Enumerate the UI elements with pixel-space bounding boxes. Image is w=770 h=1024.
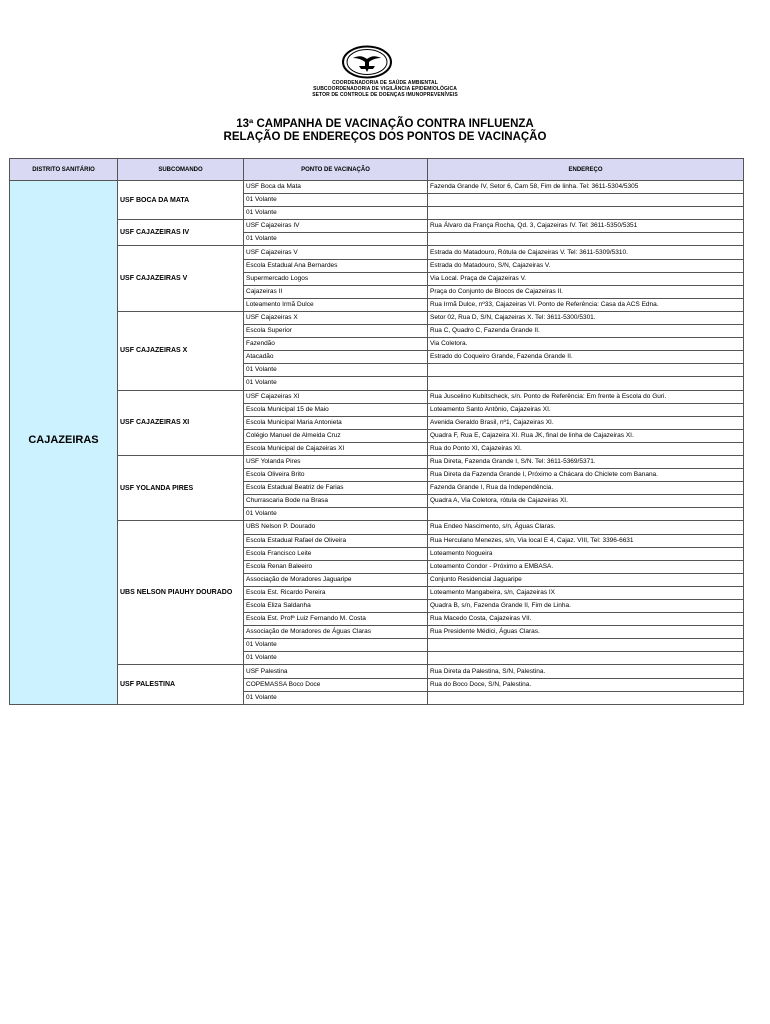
ponto-cell: 01 Volante xyxy=(244,508,428,521)
endereco-cell: Rua Juscelino Kubitscheck, s/n. Ponto de Referência: Em frente à Escola do Guri. xyxy=(428,390,744,403)
endereco-cell xyxy=(428,639,744,652)
table-row xyxy=(10,311,744,324)
ponto-cell: Cajazeiras II xyxy=(244,285,428,298)
ponto-cell: USF Yolanda Pires xyxy=(244,455,428,468)
endereco-cell: Rua Álvaro da França Rocha, Qd. 3, Cajazeiras IV. Tel: 3611-5350/5351 xyxy=(428,220,744,233)
endereco-cell: Quadra A, Via Coletora, rótula de Cajazeiras XI. xyxy=(428,495,744,508)
ponto-cell: 01 Volante xyxy=(244,194,428,207)
ponto-cell: 01 Volante xyxy=(244,364,428,377)
subcomando-cell: UBS NELSON PIAUHY DOURADO xyxy=(118,521,244,665)
endereco-cell: Loteamento Nogueira xyxy=(428,547,744,560)
ponto-cell: Escola Est. Profª Luiz Fernando M. Costa xyxy=(244,613,428,626)
ponto-cell: Escola Eliza Saldanha xyxy=(244,600,428,613)
ponto-cell: USF Boca da Mata xyxy=(244,181,428,194)
ponto-cell: Escola Municipal 15 de Maio xyxy=(244,403,428,416)
ponto-cell: Escola Est. Ricardo Pereira xyxy=(244,586,428,599)
org-line-1: COORDENADORIA DE SAÚDE AMBIENTAL xyxy=(332,80,438,86)
endereco-cell: Rua Presidente Médici, Águas Claras. xyxy=(428,626,744,639)
endereco-cell: Via Coletora. xyxy=(428,338,744,351)
state-emblem-logo xyxy=(341,45,393,79)
ponto-cell: USF Cajazeiras V xyxy=(244,246,428,259)
table-row xyxy=(10,181,744,194)
subcomando-cell: USF CAJAZEIRAS XI xyxy=(118,390,244,455)
endereco-cell: Estrada do Matadouro, S/N, Cajazeiras V. xyxy=(428,259,744,272)
column-header-distrito: DISTRITO SANITÁRIO xyxy=(10,159,118,181)
endereco-cell: Quadra F, Rua E, Cajazeira XI. Rua JK, final de linha de Cajazeiras XI. xyxy=(428,429,744,442)
subcomando-cell: USF YOLANDA PIRES xyxy=(118,455,244,520)
column-header-subcomando: SUBCOMANDO xyxy=(118,159,244,181)
endereco-cell xyxy=(428,377,744,390)
ponto-cell: Escola Estadual Ana Bernardes xyxy=(244,259,428,272)
subcomando-cell: USF CAJAZEIRAS V xyxy=(118,246,244,311)
ponto-cell: Escola Oliveira Brito xyxy=(244,469,428,482)
endereco-cell xyxy=(428,364,744,377)
endereco-cell: Rua Endeo Nascimento, s/n, Águas Claras. xyxy=(428,521,744,534)
ponto-cell: 01 Volante xyxy=(244,652,428,665)
endereco-cell xyxy=(428,691,744,704)
endereco-cell xyxy=(428,194,744,207)
ponto-cell: USF Palestina xyxy=(244,665,428,678)
vaccination-points-table xyxy=(9,158,744,705)
table-row xyxy=(10,665,744,678)
endereco-cell xyxy=(428,652,744,665)
endereco-cell: Loteamento Santo Antônio, Cajazeiras XI. xyxy=(428,403,744,416)
endereco-cell: Rua Direta da Palestina, S/N, Palestina. xyxy=(428,665,744,678)
endereco-cell: Rua C, Quadro C, Fazenda Grande II. xyxy=(428,325,744,338)
ponto-cell: Escola Estadual Beatriz de Farias xyxy=(244,482,428,495)
ponto-cell: USF Cajazeiras X xyxy=(244,311,428,324)
table-row xyxy=(10,220,744,233)
endereco-cell: Rua do Ponto XI, Cajazeiras XI. xyxy=(428,442,744,455)
endereco-cell: Rua Direta, Fazenda Grande I, S/N. Tel: 3611-5369/5371. xyxy=(428,455,744,468)
ponto-cell: USF Cajazeiras IV xyxy=(244,220,428,233)
ponto-cell: 01 Volante xyxy=(244,233,428,246)
endereco-cell xyxy=(428,233,744,246)
ponto-cell: UBS Nelson P. Dourado xyxy=(244,521,428,534)
ponto-cell: USF Cajazeiras XI xyxy=(244,390,428,403)
endereco-cell: Via Local. Praça de Cajazeiras V. xyxy=(428,272,744,285)
table-row xyxy=(10,455,744,468)
table-row xyxy=(10,521,744,534)
endereco-cell: Rua do Boco Doce, S/N, Palestina. xyxy=(428,678,744,691)
column-header-endereco: ENDEREÇO xyxy=(428,159,744,181)
ponto-cell: Associação de Moradores de Águas Claras xyxy=(244,626,428,639)
endereco-cell: Conjunto Residencial Jaguaripe xyxy=(428,573,744,586)
org-line-3: SETOR DE CONTROLE DE DOENÇAS IMUNOPREVENÍVEIS xyxy=(312,92,458,98)
subcomando-cell: USF BOCA DA MATA xyxy=(118,181,244,220)
ponto-cell: Escola Estadual Rafael de Oliveira xyxy=(244,534,428,547)
column-header-ponto: PONTO DE VACINAÇÃO xyxy=(244,159,428,181)
ponto-cell: Fazendão xyxy=(244,338,428,351)
subcomando-cell: USF CAJAZEIRAS X xyxy=(118,311,244,390)
endereco-cell xyxy=(428,508,744,521)
ponto-cell: Colégio Manuel de Almeida Cruz xyxy=(244,429,428,442)
ponto-cell: Escola Superior xyxy=(244,325,428,338)
endereco-cell: Estrado do Coqueiro Grande, Fazenda Grande II. xyxy=(428,351,744,364)
ponto-cell: Escola Renan Baleeiro xyxy=(244,560,428,573)
table-row xyxy=(10,390,744,403)
endereco-cell: Rua Direta da Fazenda Grande I, Próximo a Chácara do Chiclete com Banana. xyxy=(428,469,744,482)
endereco-cell: Loteamento Condor - Próximo a EMBASA. xyxy=(428,560,744,573)
ponto-cell: Escola Francisco Leite xyxy=(244,547,428,560)
table-header-row xyxy=(10,159,744,181)
endereco-cell: Praça do Conjunto de Blocos de Cajazeiras II. xyxy=(428,285,744,298)
ponto-cell: COPEMASSA Boco Doce xyxy=(244,678,428,691)
ponto-cell: 01 Volante xyxy=(244,691,428,704)
endereco-cell: Loteamento Mangabeira, s/n, Cajazeiras IX xyxy=(428,586,744,599)
page-title: 13ª CAMPANHA DE VACINAÇÃO CONTRA INFLUENZA xyxy=(236,118,534,130)
endereco-cell: Quadra B, s/n, Fazenda Grande II, Fim de Linha. xyxy=(428,600,744,613)
endereco-cell: Estrada do Matadouro, Rótula de Cajazeiras V. Tel: 3611-5309/5310. xyxy=(428,246,744,259)
endereco-cell: Fazenda Grande IV, Setor 6, Cam 58, Fim de linha. Tel: 3611-5304/5305 xyxy=(428,181,744,194)
ponto-cell: Loteamento Irmã Dulce xyxy=(244,298,428,311)
org-line-2: SUBCOORDENADORIA DE VIGILÂNCIA EPIDEMIOLÓGICA xyxy=(313,86,457,92)
ponto-cell: Escola Municipal de Cajazeiras XI xyxy=(244,442,428,455)
endereco-cell: Rua Herculano Menezes, s/n, Via local E 4, Cajaz. VIII, Tel: 3396-6631 xyxy=(428,534,744,547)
ponto-cell: Atacadão xyxy=(244,351,428,364)
ponto-cell: Escola Municipal Maria Antonieta xyxy=(244,416,428,429)
distrito-label: CAJAZEIRAS xyxy=(28,434,99,446)
distrito-cell xyxy=(10,181,118,705)
ponto-cell: Churrascaria Bode na Brasa xyxy=(244,495,428,508)
table-row xyxy=(10,246,744,259)
ponto-cell: Associação de Moradores Jaguaripe xyxy=(244,573,428,586)
endereco-cell: Avenida Geraldo Brasil, nº1, Cajazeiras XI. xyxy=(428,416,744,429)
subcomando-cell: USF PALESTINA xyxy=(118,665,244,704)
endereco-cell: Rua Irmã Dulce, nº33, Cajazeiras VI. Ponto de Referência: Casa da ACS Edna. xyxy=(428,298,744,311)
subcomando-cell: USF CAJAZEIRAS IV xyxy=(118,220,244,246)
ponto-cell: 01 Volante xyxy=(244,207,428,220)
page-subtitle: RELAÇÃO DE ENDEREÇOS DOS PONTOS DE VACINAÇÃO xyxy=(223,131,547,143)
ponto-cell: 01 Volante xyxy=(244,377,428,390)
ponto-cell: Supermercado Logos xyxy=(244,272,428,285)
ponto-cell: 01 Volante xyxy=(244,639,428,652)
endereco-cell xyxy=(428,207,744,220)
endereco-cell: Rua Macedo Costa, Cajazeiras VII. xyxy=(428,613,744,626)
endereco-cell: Fazenda Grande I, Rua da Independência. xyxy=(428,482,744,495)
endereco-cell: Setor 02, Rua D, S/N, Cajazeiras X. Tel: 3611-5300/5301. xyxy=(428,311,744,324)
